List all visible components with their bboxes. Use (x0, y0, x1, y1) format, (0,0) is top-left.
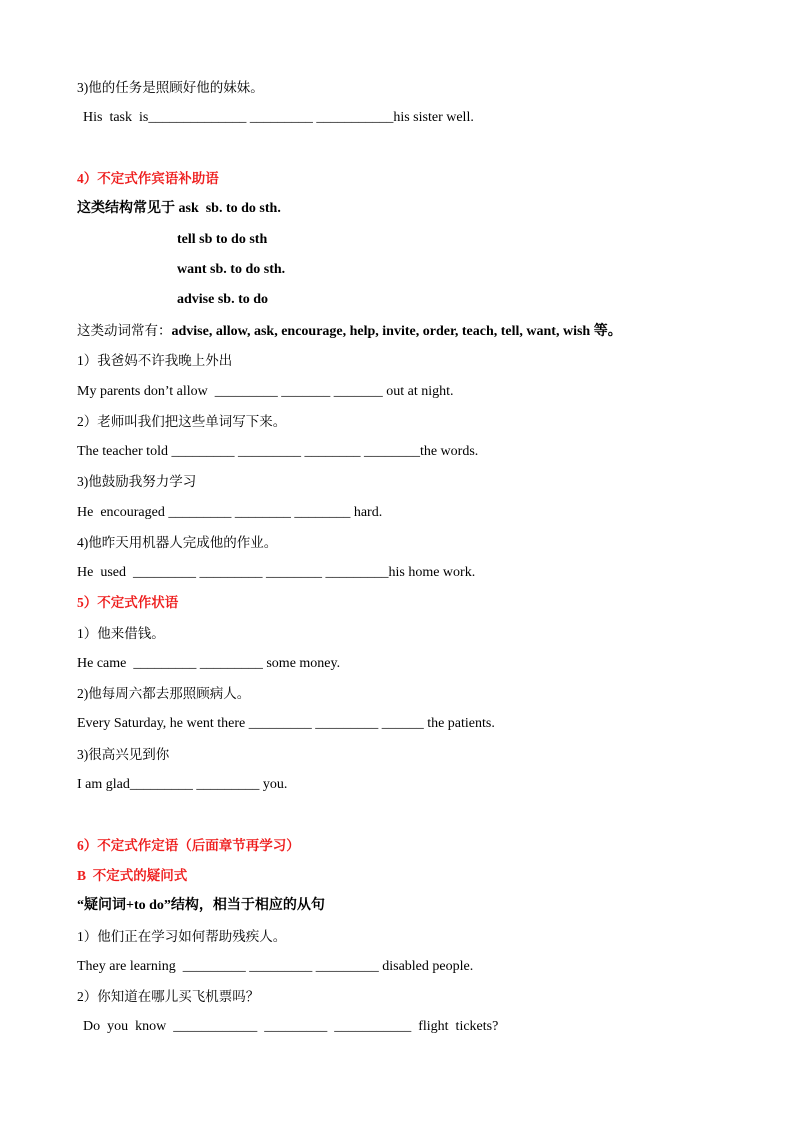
exercise-5-3-english: I am glad_________ _________ you. (77, 777, 288, 792)
exercise-5-1-chinese: 1）他来借钱。 (77, 626, 165, 641)
exercise-4-3-english: He encouraged _________ ________ ________ hard. (77, 505, 383, 520)
verb-list-label: 这类动词常有： (77, 323, 172, 338)
exercise-b-1-chinese: 1）他们正在学习如何帮助残疾人。 (77, 929, 287, 944)
exercise-4-4-chinese: 4)他昨天用机器人完成他的作业。 (77, 535, 278, 550)
structure-want: want sb. to do sth. (177, 262, 286, 277)
exercise-4-2-english: The teacher told _________ _________ ________ ________the words. (77, 444, 479, 459)
section-4-heading: 4）不定式作宾语补助语 (77, 171, 219, 186)
verb-list (77, 321, 622, 342)
structure-advise: advise sb. to do (177, 292, 269, 307)
exercise-4-4-english: He used _________ _________ ________ _________his home work. (77, 565, 476, 580)
question-3-english: His task is______________ _________ ___________his sister well. (83, 110, 474, 125)
exercise-5-2-english: Every Saturday, he went there _________ _________ ______ the patients. (77, 716, 495, 731)
structure-intro: 这类结构常见于 ask sb. to do sth. (77, 201, 281, 216)
exercise-4-2-chinese: 2）老师叫我们把这些单词写下来。 (77, 414, 287, 429)
exercise-5-2-chinese: 2)他每周六都去那照顾病人。 (77, 686, 251, 701)
section-5-heading: 5）不定式作状语 (77, 595, 179, 610)
exercise-4-1-chinese: 1）我爸妈不许我晚上外出 (77, 353, 233, 368)
exercise-5-3-chinese: 3)很高兴见到你 (77, 747, 170, 762)
section-b-heading: B 不定式的疑问式 (77, 868, 188, 883)
structure-tell: tell sb to do sth (177, 232, 268, 247)
exercise-b-2-english: Do you know ____________ _________ ___________ flight tickets? (83, 1019, 499, 1034)
section-b-intro: “疑问词+to do”结构，相当于相应的从句 (77, 898, 325, 913)
exercise-b-1-english: They are learning _________ _________ _________ disabled people. (77, 959, 474, 974)
exercise-5-1-english: He came _________ _________ some money. (77, 656, 341, 671)
exercise-b-2-chinese: 2）你知道在哪儿买飞机票吗？ (77, 989, 260, 1004)
verb-list-items: advise, allow, ask, encourage, help, invite, order, teach, tell, want, wish 等。 (171, 324, 622, 339)
exercise-4-1-english: My parents don’t allow _________ _______ _______ out at night. (77, 384, 454, 399)
question-3-chinese: 3)他的任务是照顾好他的妹妹。 (77, 80, 264, 95)
section-6-heading: 6）不定式作定语（后面章节再学习） (77, 838, 300, 853)
exercise-4-3-chinese: 3)他鼓励我努力学习 (77, 474, 197, 489)
